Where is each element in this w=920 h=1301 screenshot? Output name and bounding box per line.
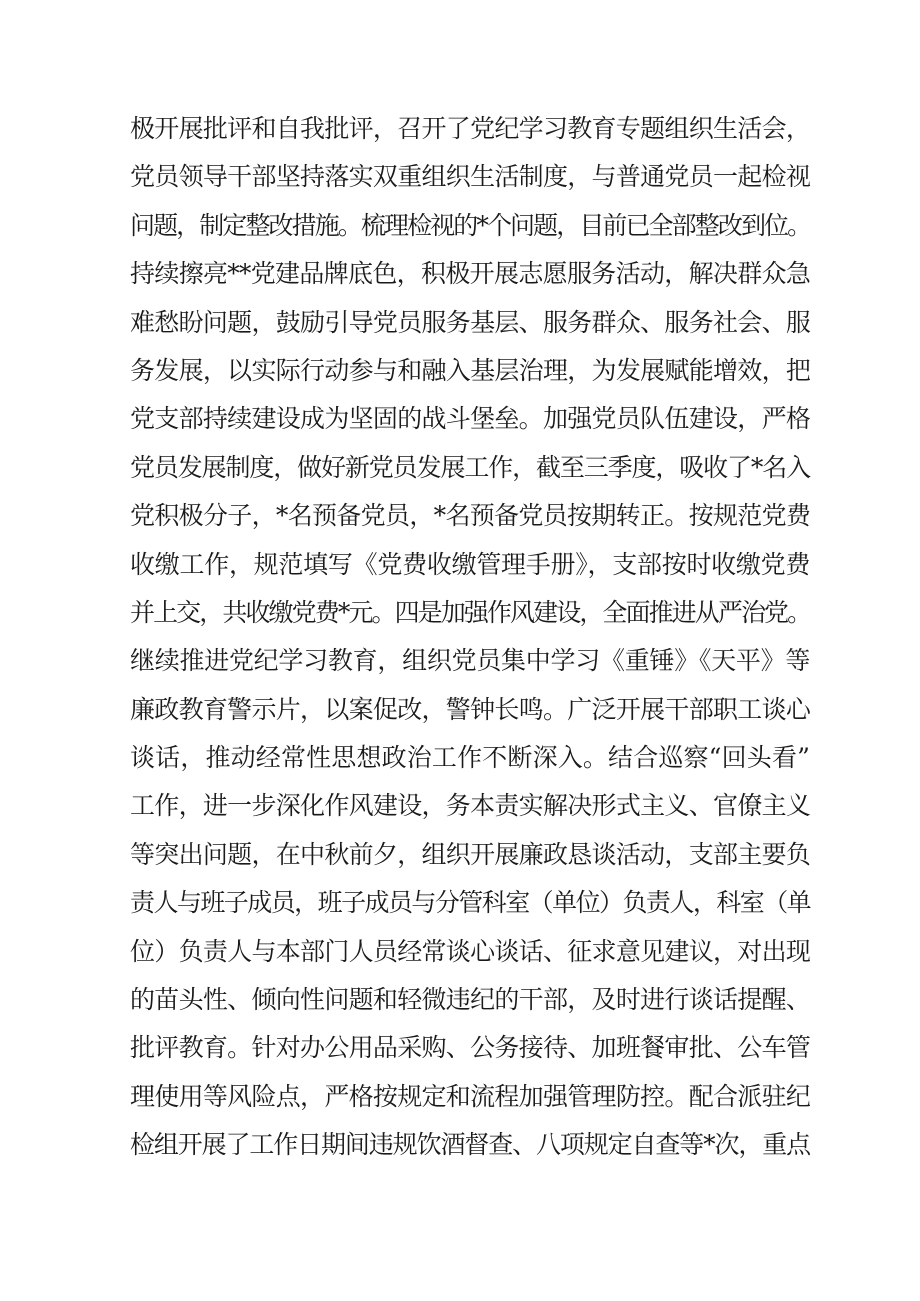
text-line: 并上交，共收缴党费*元。四是加强作风建设，全面推进从严治党。 <box>130 597 810 627</box>
text-line: 难愁盼问题，鼓励引导党员服务基层、服务群众、服务社会、服 <box>130 307 810 337</box>
text-line: 党员发展制度，做好新党员发展工作，截至三季度，吸收了*名入 <box>130 452 810 482</box>
text-line: 廉政教育警示片，以案促改，警钟长鸣。广泛开展干部职工谈心 <box>130 694 810 724</box>
text-line: 党支部持续建设成为坚固的战斗堡垒。加强党员队伍建设，严格 <box>130 404 810 434</box>
text-line: 继续推进党纪学习教育，组织党员集中学习《重锤》《天平》等 <box>130 646 810 676</box>
text-line: 批评教育。针对办公用品采购、公务接待、加班餐审批、公车管 <box>130 1033 810 1063</box>
body-text <box>130 105 810 1170</box>
text-line: 位）负责人与本部门人员经常谈心谈话、征求意见建议，对出现 <box>130 936 810 966</box>
text-line: 责人与班子成员，班子成员与分管科室（单位）负责人，科室（单 <box>130 888 810 918</box>
text-line: 理使用等风险点，严格按规定和流程加强管理防控。配合派驻纪 <box>130 1081 810 1111</box>
text-line: 务发展，以实际行动参与和融入基层治理，为发展赋能增效，把 <box>130 355 810 385</box>
text-line: 工作，进一步深化作风建设，务本责实解决形式主义、官僚主义 <box>130 791 810 821</box>
text-line: 党员领导干部坚持落实双重组织生活制度，与普通党员一起检视 <box>130 162 810 192</box>
text-line: 持续擦亮**党建品牌底色，积极开展志愿服务活动，解决群众急 <box>130 259 810 289</box>
text-line: 极开展批评和自我批评，召开了党纪学习教育专题组织生活会， <box>130 114 810 143</box>
text-line: 收缴工作，规范填写《党费收缴管理手册》，支部按时收缴党费 <box>130 549 810 579</box>
text-line: 检组开展了工作日期间违规饮酒督查、八项规定自查等*次，重点 <box>130 1130 810 1160</box>
text-line: 等突出问题，在中秋前夕，组织开展廉政恳谈活动，支部主要负 <box>130 839 810 869</box>
text-line: 问题，制定整改措施。梳理检视的*个问题，目前已全部整改到位。 <box>130 210 810 240</box>
text-line: 的苗头性、倾向性问题和轻微违纪的干部，及时进行谈话提醒、 <box>130 985 810 1015</box>
text-line: 谈话，推动经常性思想政治工作不断深入。结合巡察“回头看” <box>130 743 810 773</box>
text-line: 党积极分子，*名预备党员，*名预备党员按期转正。按规范党费 <box>130 501 810 531</box>
